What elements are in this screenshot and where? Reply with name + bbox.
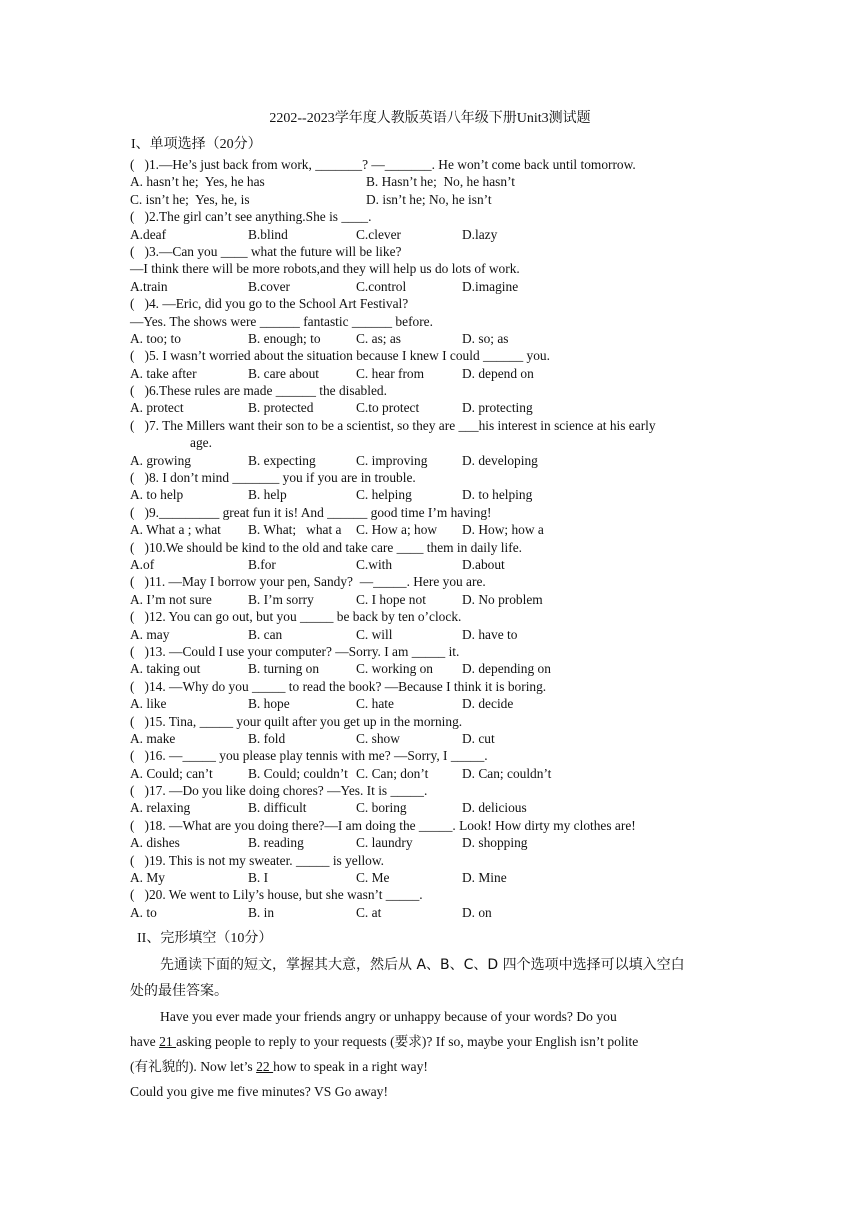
answer-option: D. Mine bbox=[462, 870, 507, 886]
option-row bbox=[130, 660, 740, 677]
answer-option: D. have to bbox=[462, 626, 518, 642]
answer-option: A.train bbox=[130, 278, 168, 294]
answer-option: D. protecting bbox=[462, 400, 533, 416]
cloze-blank-22: 22 bbox=[256, 1059, 274, 1074]
answer-option: A. My bbox=[130, 870, 165, 886]
answer-option: A. dishes bbox=[130, 835, 180, 851]
option-row bbox=[130, 486, 740, 503]
answer-option: B. care about bbox=[248, 365, 320, 381]
answer-option: A. may bbox=[130, 626, 170, 642]
answer-option: D. to helping bbox=[462, 487, 533, 503]
cloze-line-4: Could you give me five minutes? VS Go away! bbox=[130, 1084, 388, 1099]
question-stem: ( )20. We went to Lily’s house, but she wasn’t _____. bbox=[130, 887, 423, 903]
question-stem: ( )7. The Millers want their son to be a scientist, so they are ___his interest in science at his early bbox=[130, 417, 656, 433]
cloze-line-2 bbox=[130, 1029, 750, 1054]
question-stem: ( )9._________ great fun it is! And ______ good time I’m having! bbox=[130, 504, 492, 520]
answer-option: B.blind bbox=[248, 226, 288, 242]
question-stem: ( )14. —Why do you _____ to read the book? —Because I think it is boring. bbox=[130, 678, 547, 694]
question-stem: ( )19. This is not my sweater. _____ is yellow. bbox=[130, 852, 385, 868]
section-heading-2: II、完形填空（10分） bbox=[137, 931, 273, 946]
answer-option: D. developing bbox=[462, 452, 538, 468]
option-row bbox=[130, 452, 740, 469]
answer-option: B. enough; to bbox=[248, 330, 321, 346]
answer-option: D. cut bbox=[462, 730, 495, 746]
cloze-line-1: Have you ever made your friends angry or unhappy because of your words? Do you bbox=[160, 1009, 617, 1024]
answer-option: B. help bbox=[248, 487, 287, 503]
answer-option: C.control bbox=[356, 278, 407, 294]
question-list bbox=[130, 156, 740, 921]
answer-option: C. isn’t he; Yes, he, is bbox=[130, 191, 250, 207]
question-stem: ( )2.The girl can’t see anything.She is ____. bbox=[130, 209, 372, 225]
answer-option: C. at bbox=[356, 904, 382, 920]
question-stem: ( )17. —Do you like doing chores? —Yes. It is _____. bbox=[130, 783, 428, 799]
answer-option: C. will bbox=[356, 626, 393, 642]
cloze-line-3 bbox=[130, 1054, 750, 1079]
answer-option: B. protected bbox=[248, 400, 314, 416]
answer-option: D. so; as bbox=[462, 330, 509, 346]
option-row bbox=[130, 278, 740, 295]
answer-option: D. depend on bbox=[462, 365, 534, 381]
answer-option: D. on bbox=[462, 904, 492, 920]
answer-option: A. protect bbox=[130, 400, 184, 416]
answer-option: A. taking out bbox=[130, 661, 201, 677]
answer-option: C. boring bbox=[356, 800, 407, 816]
answer-option: D. decide bbox=[462, 696, 514, 712]
answer-option: A. like bbox=[130, 696, 167, 712]
answer-option: D. isn’t he; No, he isn’t bbox=[366, 191, 492, 207]
answer-option: D.imagine bbox=[462, 278, 519, 294]
answer-option: A. What a ; what bbox=[130, 522, 221, 538]
page-title: 2202--2023学年度人教版英语八年级下册Unit3测试题 bbox=[269, 111, 591, 126]
answer-option: A. growing bbox=[130, 452, 191, 468]
question-stem: ( )10.We should be kind to the old and take care ____ them in daily life. bbox=[130, 539, 522, 555]
answer-option: A. Could; can’t bbox=[130, 765, 213, 781]
answer-option: C. laundry bbox=[356, 835, 413, 851]
cloze-text: how to speak in a right way! bbox=[273, 1059, 428, 1074]
answer-option: C. I hope not bbox=[356, 591, 426, 607]
answer-option: D.about bbox=[462, 556, 505, 572]
answer-option: A. relaxing bbox=[130, 800, 191, 816]
cloze-instruction-line-1: 先通读下面的短文，掌握其大意，然后从 A、B、C、D 四个选项中选择可以填入空白 bbox=[160, 957, 685, 973]
option-row bbox=[130, 695, 740, 712]
answer-option: C. How a; how bbox=[356, 522, 438, 538]
answer-option: A.deaf bbox=[130, 226, 167, 242]
answer-option: B. expecting bbox=[248, 452, 316, 468]
cloze-instruction-line-2: 处的最佳答案。 bbox=[130, 983, 228, 999]
cloze-blank-21: 21 bbox=[159, 1034, 177, 1049]
answer-option: D. No problem bbox=[462, 591, 543, 607]
answer-option: C. helping bbox=[356, 487, 412, 503]
question-stem: ( )5. I wasn’t worried about the situation because I knew I could ______ you. bbox=[130, 348, 550, 364]
cloze-passage bbox=[130, 952, 750, 1104]
option-row bbox=[130, 330, 740, 347]
answer-option: A. take after bbox=[130, 365, 197, 381]
answer-option: A. hasn’t he; Yes, he has bbox=[130, 174, 265, 190]
question-stem-continued: —Yes. The shows were ______ fantastic ______ before. bbox=[130, 313, 433, 329]
answer-option: B. in bbox=[248, 904, 275, 920]
question-stem: ( )12. You can go out, but you _____ be back by ten o’clock. bbox=[130, 609, 462, 625]
option-row bbox=[130, 591, 740, 608]
question-stem: ( )16. —_____ you please play tennis with me? —Sorry, I _____. bbox=[130, 748, 488, 764]
section-heading-1: I、单项选择（20分） bbox=[131, 137, 262, 152]
option-row bbox=[130, 626, 740, 643]
answer-option: D. delicious bbox=[462, 800, 527, 816]
answer-option: D. Can; couldn’t bbox=[462, 765, 552, 781]
option-row bbox=[130, 730, 740, 747]
cloze-instruction-2 bbox=[130, 978, 750, 1004]
question-stem: ( )15. Tina, _____ your quilt after you get up in the morning. bbox=[130, 713, 463, 729]
option-row bbox=[130, 834, 740, 851]
answer-option: C. hate bbox=[356, 696, 394, 712]
answer-option: A. to bbox=[130, 904, 157, 920]
answer-option: B.cover bbox=[248, 278, 291, 294]
answer-option: A. I’m not sure bbox=[130, 591, 212, 607]
option-row bbox=[130, 869, 740, 886]
answer-option: D. shopping bbox=[462, 835, 528, 851]
answer-option: B. turning on bbox=[248, 661, 320, 677]
question-stem-continued: —I think there will be more robots,and they will help us do lots of work. bbox=[130, 261, 520, 277]
option-row bbox=[130, 765, 740, 782]
cloze-text: have bbox=[130, 1034, 160, 1049]
answer-option: C. Me bbox=[356, 870, 390, 886]
cloze-instruction bbox=[130, 952, 750, 978]
question-stem: ( )3.—Can you ____ what the future will be like? bbox=[130, 243, 402, 259]
answer-option: C. Can; don’t bbox=[356, 765, 429, 781]
question-stem: ( )6.These rules are made ______ the disabled. bbox=[130, 383, 387, 399]
answer-option: B. What; what a bbox=[248, 522, 342, 538]
answer-option: A. make bbox=[130, 730, 176, 746]
option-row bbox=[130, 399, 740, 416]
answer-option: C.to protect bbox=[356, 400, 420, 416]
answer-option: C. show bbox=[356, 730, 400, 746]
option-row bbox=[130, 191, 740, 208]
option-row bbox=[130, 226, 740, 243]
answer-option: B.for bbox=[248, 556, 276, 572]
option-row bbox=[130, 365, 740, 382]
question-stem: ( )13. —Could I use your computer? —Sorry. I am _____ it. bbox=[130, 643, 460, 659]
option-row bbox=[130, 556, 740, 573]
answer-option: D.lazy bbox=[462, 226, 498, 242]
question-stem: ( )11. —May I borrow your pen, Sandy? —_____. Here you are. bbox=[130, 574, 486, 590]
answer-option: B. I bbox=[248, 870, 269, 886]
answer-option: C. working on bbox=[356, 661, 433, 677]
option-row bbox=[130, 173, 740, 190]
answer-option: B. difficult bbox=[248, 800, 307, 816]
question-stem: ( )1.—He’s just back from work, _______? —_______. He won’t come back until tomorrow. bbox=[130, 157, 636, 172]
answer-option: B. Hasn’t he; No, he hasn’t bbox=[366, 174, 516, 190]
answer-option: B. I’m sorry bbox=[248, 591, 314, 607]
question-stem: ( )8. I don’t mind _______ you if you are in trouble. bbox=[130, 470, 416, 486]
question-stem-continued: age. bbox=[190, 435, 212, 451]
answer-option: C. improving bbox=[356, 452, 428, 468]
question-stem: ( )18. —What are you doing there?—I am doing the _____. Look! How dirty my clothes are! bbox=[130, 817, 636, 833]
answer-option: C. hear from bbox=[356, 365, 425, 381]
answer-option: C. as; as bbox=[356, 330, 402, 346]
option-row bbox=[130, 521, 740, 538]
option-row bbox=[130, 799, 740, 816]
answer-option: B. fold bbox=[248, 730, 286, 746]
answer-option: B. hope bbox=[248, 696, 290, 712]
cloze-text: asking people to reply to your requests (要求)? If so, maybe your English isn’t polite bbox=[176, 1034, 639, 1049]
option-row bbox=[130, 904, 740, 921]
answer-option: D. How; how a bbox=[462, 522, 544, 538]
question-stem: ( )4. —Eric, did you go to the School Art Festival? bbox=[130, 296, 409, 312]
answer-option: D. depending on bbox=[462, 661, 551, 677]
answer-option: C.clever bbox=[356, 226, 401, 242]
answer-option: B. Could; couldn’t bbox=[248, 765, 348, 781]
answer-option: A. too; to bbox=[130, 330, 181, 346]
answer-option: B. reading bbox=[248, 835, 304, 851]
answer-option: C.with bbox=[356, 556, 393, 572]
answer-option: B. can bbox=[248, 626, 283, 642]
cloze-text: (有礼貌的). Now let’s bbox=[130, 1059, 257, 1074]
answer-option: A. to help bbox=[130, 487, 184, 503]
answer-option: A.of bbox=[130, 556, 155, 572]
